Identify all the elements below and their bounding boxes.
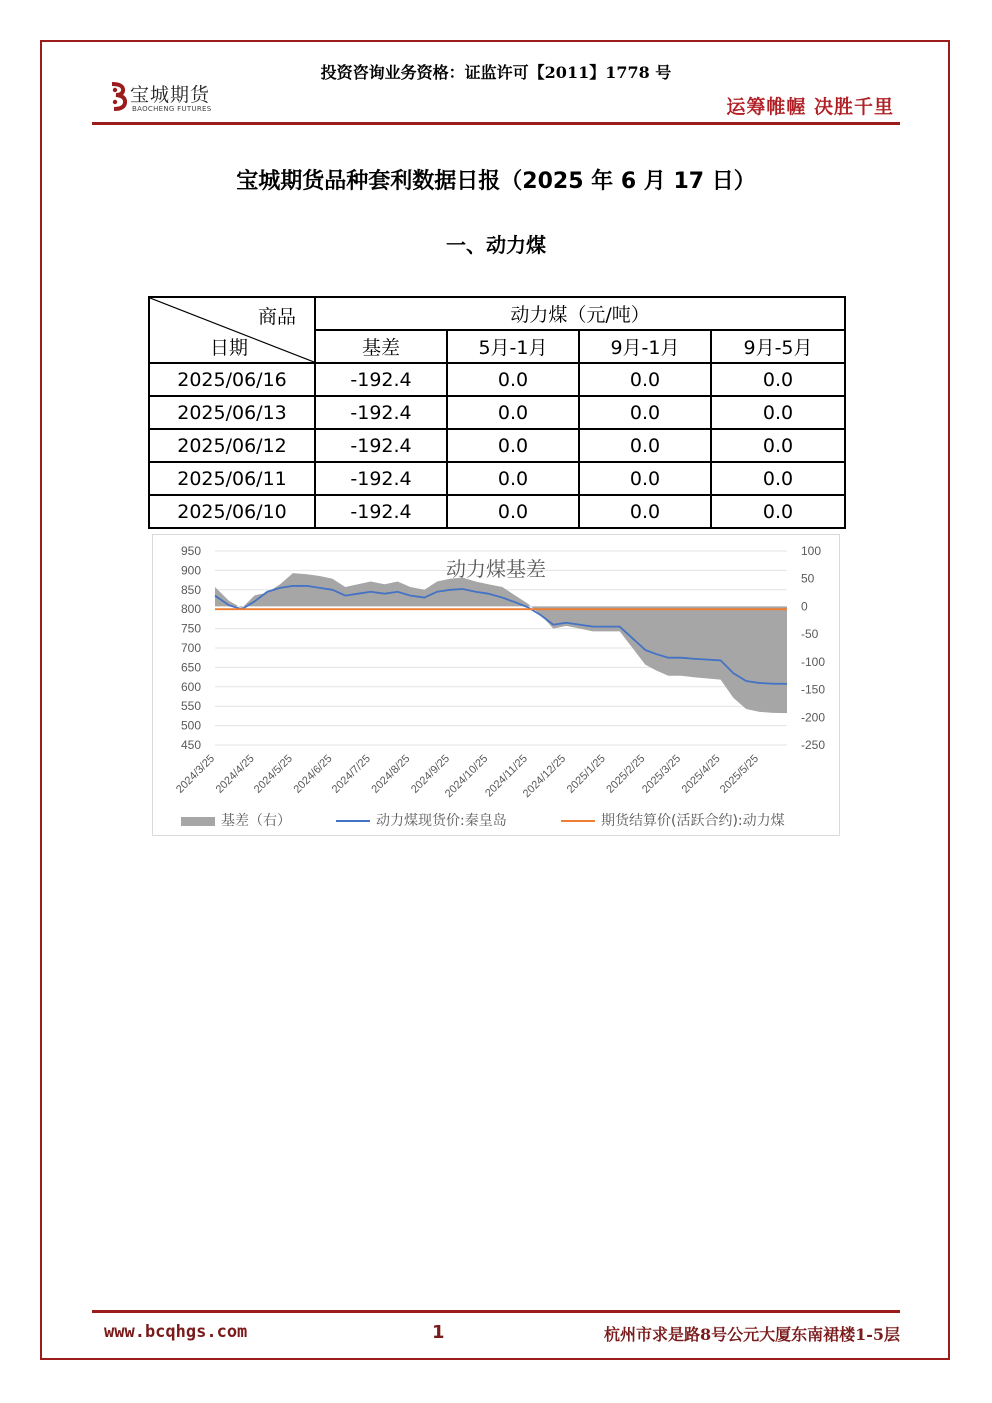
- table-row: [149, 363, 845, 396]
- x-tick-label: 2024/3/25: [174, 752, 218, 796]
- x-tick-label: 2025/1/25: [564, 752, 608, 796]
- cell-spread-5-1: 0.0: [447, 462, 579, 495]
- row-date: 2025/06/16: [149, 363, 315, 396]
- column-header: 9月-1月: [579, 330, 711, 363]
- logo-chinese-name: 宝城期货: [130, 84, 211, 106]
- legend-label: 基差（右）: [221, 813, 291, 829]
- cell-spread-9-5: 0.0: [711, 396, 845, 429]
- footer-divider: [92, 1310, 900, 1313]
- page-number: 1: [432, 1322, 445, 1343]
- header-divider: [92, 122, 900, 125]
- y-right-tick-label: -250: [801, 738, 826, 752]
- row-date: 2025/06/11: [149, 462, 315, 495]
- y-left-tick-label: 450: [180, 738, 201, 752]
- column-header: 9月-5月: [711, 330, 845, 363]
- y-right-tick-label: -200: [801, 710, 826, 725]
- row-date: 2025/06/10: [149, 495, 315, 528]
- y-left-tick-label: 550: [180, 699, 201, 714]
- cell-spread-9-1: 0.0: [579, 462, 711, 495]
- y-right-tick-label: -50: [801, 627, 819, 642]
- x-tick-label: 2024/8/25: [369, 752, 413, 796]
- cell-spread-9-5: 0.0: [711, 429, 845, 462]
- cell-basis: -192.4: [315, 495, 447, 528]
- cell-spread-5-1: 0.0: [447, 363, 579, 396]
- table-row: [149, 429, 845, 462]
- y-left-tick-label: 850: [180, 582, 201, 597]
- basis-chart: [152, 534, 840, 836]
- cell-spread-9-1: 0.0: [579, 363, 711, 396]
- qualification-text: 投资咨询业务资格：证监许可【2011】1778 号: [320, 63, 672, 82]
- y-left-tick-label: 800: [180, 602, 201, 617]
- x-tick-label: 2024/5/25: [251, 752, 296, 796]
- cell-basis: -192.4: [315, 363, 447, 396]
- y-left-tick-label: 600: [180, 679, 201, 694]
- slogan: 运筹帷幄 决胜千里: [726, 96, 894, 118]
- y-left-tick-label: 950: [180, 544, 201, 558]
- table-row: [149, 495, 845, 528]
- column-header: 5月-1月: [447, 330, 579, 363]
- cell-spread-9-5: 0.0: [711, 495, 845, 528]
- table-corner-cell: [149, 297, 315, 363]
- cell-basis: -192.4: [315, 396, 447, 429]
- y-left-tick-label: 650: [180, 660, 201, 675]
- arbitrage-table: [148, 296, 846, 529]
- x-tick-label: 2025/3/25: [640, 752, 684, 796]
- x-tick-label: 2025/2/25: [604, 752, 648, 796]
- footer-website-link[interactable]: www.bcqhgs.com: [104, 1322, 248, 1342]
- x-tick-label: 2024/11/25: [483, 752, 530, 800]
- table-group-header: 动力煤（元/吨）: [315, 297, 845, 330]
- logo-mark-icon: [106, 80, 130, 112]
- cell-spread-5-1: 0.0: [447, 396, 579, 429]
- cell-spread-9-5: 0.0: [711, 462, 845, 495]
- column-header: 基差: [315, 330, 447, 363]
- corner-commodity-label: 商品: [257, 306, 296, 328]
- x-tick-label: 2025/4/25: [679, 752, 723, 796]
- y-left-tick-label: 750: [180, 621, 201, 636]
- cell-basis: -192.4: [315, 462, 447, 495]
- cell-spread-9-1: 0.0: [579, 495, 711, 528]
- table-row: [149, 462, 845, 495]
- corner-date-label: 日期: [210, 337, 249, 359]
- y-left-tick-label: 700: [180, 641, 201, 655]
- table-row: [149, 396, 845, 429]
- basis-chart-svg: [153, 535, 839, 835]
- x-tick-label: 2024/7/25: [329, 752, 373, 796]
- cell-spread-9-5: 0.0: [711, 363, 845, 396]
- cell-spread-5-1: 0.0: [447, 429, 579, 462]
- row-date: 2025/06/13: [149, 396, 315, 429]
- x-tick-label: 2024/10/25: [442, 752, 491, 801]
- x-tick-label: 2024/4/25: [213, 752, 257, 796]
- x-tick-label: 2024/9/25: [408, 752, 453, 796]
- section-heading: 一、动力煤: [446, 233, 546, 257]
- basis-area-series: [215, 573, 787, 713]
- company-logo: [106, 78, 236, 118]
- y-right-tick-label: 100: [801, 544, 822, 558]
- footer-address: 杭州市求是路8号公元大厦东南裙楼1-5层: [603, 1325, 900, 1344]
- y-right-tick-label: -100: [801, 654, 826, 669]
- cell-spread-9-1: 0.0: [579, 429, 711, 462]
- report-title: 宝城期货品种套利数据日报（2025 年 6 月 17 日）: [236, 169, 756, 194]
- x-tick-label: 2024/12/25: [520, 752, 569, 801]
- y-right-tick-label: 0: [801, 599, 808, 614]
- cell-spread-5-1: 0.0: [447, 495, 579, 528]
- cell-spread-9-1: 0.0: [579, 396, 711, 429]
- y-right-tick-label: 50: [801, 571, 815, 586]
- y-left-tick-label: 900: [180, 563, 201, 578]
- y-left-tick-label: 500: [180, 718, 201, 733]
- legend-swatch: [181, 817, 215, 826]
- logo-english-name: BAOCHENG FUTURES: [132, 105, 212, 113]
- cell-basis: -192.4: [315, 429, 447, 462]
- chart-title: 动力煤基差: [446, 557, 546, 581]
- x-tick-label: 2025/5/25: [717, 752, 762, 796]
- y-right-tick-label: -150: [801, 682, 826, 697]
- legend-label: 期货结算价(活跃合约):动力煤: [601, 813, 785, 829]
- x-tick-label: 2024/6/25: [291, 752, 335, 796]
- legend-label: 动力煤现货价:秦皇岛: [376, 813, 507, 829]
- row-date: 2025/06/12: [149, 429, 315, 462]
